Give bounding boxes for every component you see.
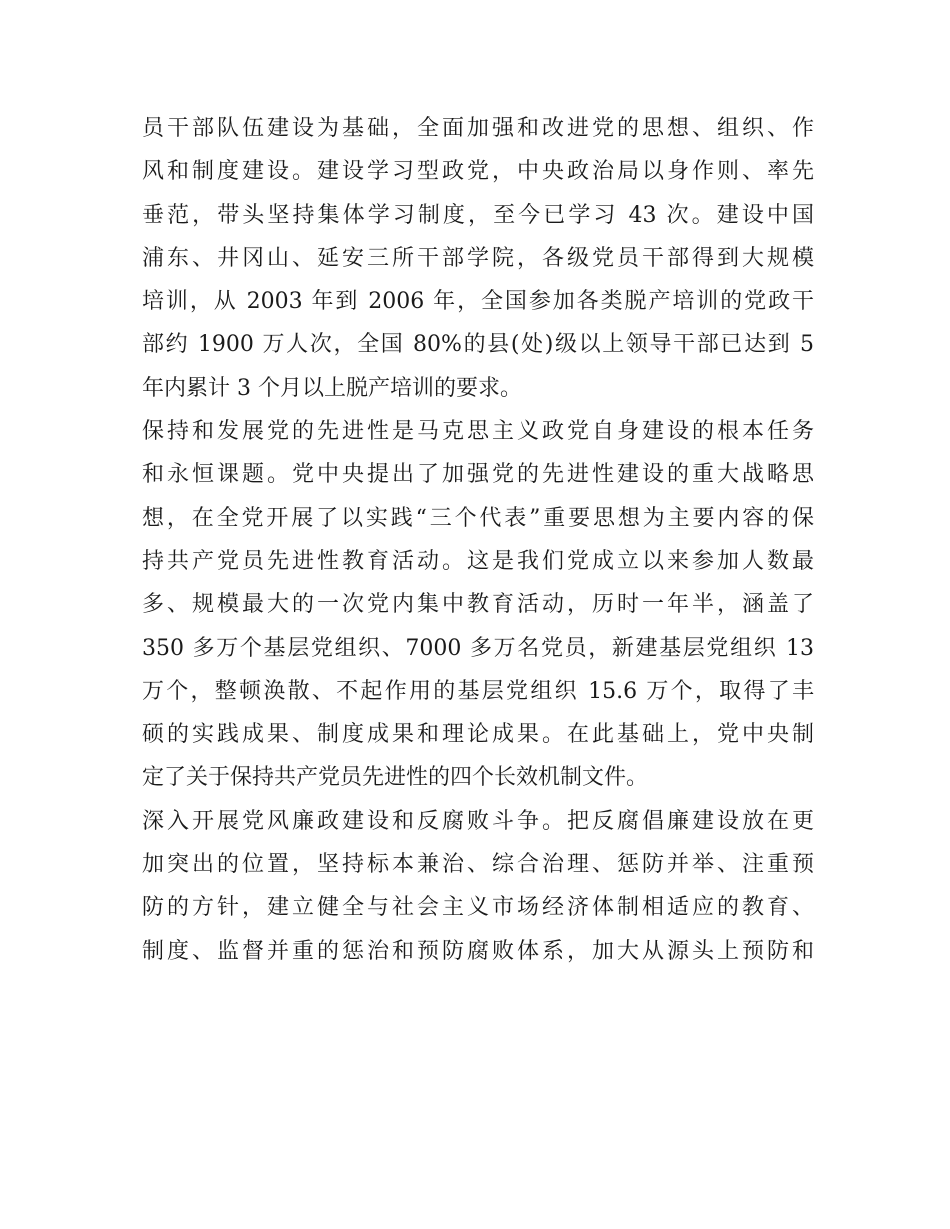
text-line: 制度、监督并重的惩治和预防腐败体系，加大从源头上预防和: [142, 938, 814, 964]
paragraph-anti-corruption: [142, 800, 814, 973]
text-line: 和永恒课题。党中央提出了加强党的先进性建设的重大战略思: [142, 462, 814, 488]
text-line: 员干部队伍建设为基础，全面加强和改进党的思想、组织、作: [142, 116, 814, 141]
text-line: 防的方针，建立健全与社会主义市场经济体制相适应的教育、: [142, 895, 814, 921]
text-line: 加突出的位置，坚持标本兼治、综合治理、惩防并举、注重预: [142, 852, 814, 878]
text-line: 风和制度建设。建设学习型政党，中央政治局以身作则、率先: [142, 159, 814, 185]
text-line: 部约 1900 万人次，全国 80%的县(处)级以上领导干部已达到 5: [142, 332, 814, 358]
text-line: 想，在全党开展了以实践“三个代表”重要思想为主要内容的保: [142, 505, 814, 531]
text-line: 保持和发展党的先进性是马克思主义政党自身建设的根本任务: [142, 419, 814, 445]
text-line: 万个，整顿涣散、不起作用的基层党组织 15.6 万个，取得了丰: [142, 678, 814, 704]
document-body: [142, 107, 814, 973]
paragraph-cadre-training: [142, 107, 814, 410]
text-line: 浦东、井冈山、延安三所干部学院，各级党员干部得到大规模: [142, 245, 814, 271]
text-line: 深入开展党风廉政建设和反腐败斗争。把反腐倡廉建设放在更: [142, 808, 814, 834]
text-line: 多、规模最大的一次党内集中教育活动，历时一年半，涵盖了: [142, 592, 814, 618]
paragraph-party-advancement: [142, 410, 814, 800]
text-line: 硕的实践成果、制度成果和理论成果。在此基础上，党中央制: [142, 722, 814, 748]
text-line: 持共产党员先进性教育活动。这是我们党成立以来参加人数最: [142, 548, 814, 574]
text-line: 350 多万个基层党组织、7000 多万名党员，新建基层党组织 13: [142, 635, 814, 661]
text-line: 培训，从 2003 年到 2006 年，全国参加各类脱产培训的党政干: [142, 289, 814, 315]
text-line: 年内累计 3 个月以上脱产培训的要求。: [142, 375, 522, 401]
text-line: 垂范，带头坚持集体学习制度，至今已学习 43 次。建设中国: [142, 202, 814, 228]
text-line: 定了关于保持共产党员先进性的四个长效机制文件。: [142, 765, 649, 791]
